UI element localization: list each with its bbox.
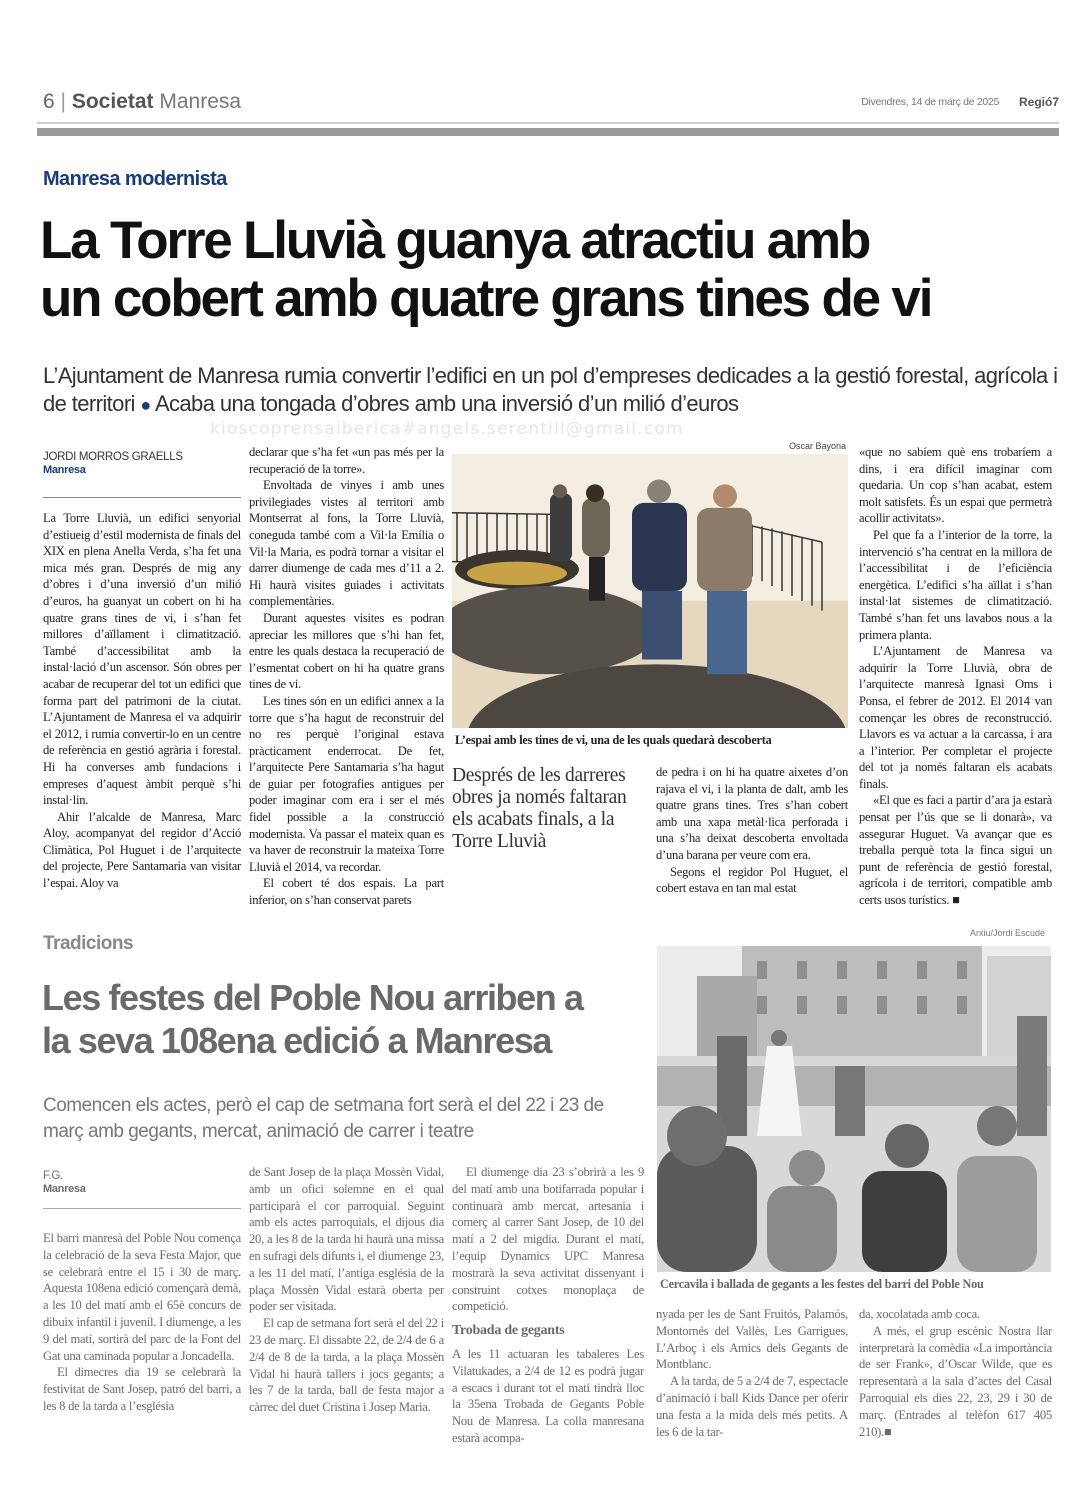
author-name: JORDI MORROS GRAELLS bbox=[43, 451, 183, 463]
photo1-caption: L’espai amb les tines de vi, una de les quals quedarà descoberta bbox=[455, 733, 772, 747]
paragraph: Les tines són en un edifici annex a la torre que s’ha hagut de reconstruir del no res perquè l’original estava pràcticament enderrocat. De fet, l’arquitecte Pere Santamaria s’ha hagut de guiar per fotografies antigues per poder imaginar com era i ser el més fidel possible a la construcció modernista. Va passar el mateix quan es va haver de reconstruir la mateixa Torre Lluvià el 2014, va recordar. bbox=[249, 693, 444, 874]
photo-giants-festival-illustration bbox=[657, 946, 1051, 1272]
paragraph: declarar que s’ha fet «un pas més per la recuperació de la torre». bbox=[249, 445, 444, 476]
paragraph: El cobert té dos espais. La part inferior, on s’han conservat parets bbox=[249, 876, 444, 908]
paragraph: nyada per les de Sant Fruitós, Palamós, Montornés del Vallès, Les Garrigues, L’Arboç i els Amics dels Gegants de Montblanc. bbox=[656, 1307, 848, 1372]
subsection-name: Manresa bbox=[159, 90, 242, 113]
article1-kicker: Manresa modernista bbox=[43, 168, 227, 190]
paragraph: «que no sabíem què ens trobaríem a dins, i era difícil imaginar com quedaria. Un cop s’han acabat, estem molt satisfets. És un espai que permetrà acollir activitats». bbox=[859, 445, 1052, 526]
article1-subhead-part1: L’Ajuntament de Manresa rumia convertir l’edifici en un pol d’empreses dedicades a la gestió forestal, agrícola i de territori bbox=[43, 363, 1058, 416]
paragraph: Segons el regidor Pol Huguet, el cobert estava en tan mal estat bbox=[656, 864, 848, 896]
article2-subhead: Comencen els actes, però el cap de setmana fort serà el del 22 i 23 de març amb gegants, mercat, animació de carrer i teatre bbox=[43, 1095, 604, 1142]
author-location: Manresa bbox=[43, 1183, 86, 1195]
paragraph: El barri manresà del Poble Nou comença la celebració de la seva Festa Major, que se celebrarà entre el 15 i 30 de març. Aquesta 108ena edició començarà demà, a les 10 del matí amb el 65è concurs de dibuix infantil i juvenil. I diumenge, a les 9 del matí, sortirà del parc de la Font del Gat una caminada popular a Joncadella. bbox=[43, 1231, 241, 1363]
page-header bbox=[43, 88, 1059, 118]
article2-headline-line1: Les festes del Poble Nou arriben a bbox=[42, 977, 583, 1018]
article2-headline bbox=[42, 976, 642, 1062]
paragraph: de pedra i on hi ha quatre aixetes d’on rajava el vi, i la planta de dalt, amb les quatre grans tines. Tres s’han cobert amb una xapa metàl·lica perforada i una s’ha deixat descoberta envoltada d’una barana per veure com era. bbox=[656, 765, 848, 862]
section-subhead: Trobada de gegants bbox=[452, 1323, 565, 1339]
paragraph: El cap de setmana fort serà el del 22 i 23 de març. El dissabte 22, de 2/4 de 6 a 2/4 de 8 de la tarda, a la plaça Mossèn Vidal hi haurà tallers i jocs gegants; a les 7 de la tarda, ball de festa major a càrrec del duet Cristina i Josep Maria. bbox=[249, 1316, 444, 1415]
article1-byline bbox=[43, 451, 241, 476]
paragraph: El diumenge dia 23 s’obrirà a les 9 del matí amb una botifarrada popular i continuarà amb mercat, artesania i comerç al carrer Sant Josep, de 10 del matí a 2 del migdia. Durant el matí, l’equip Dynamics UPC Manresa mostrarà la seva activitat dissenyant i construint cotxes monoplaça de competició. bbox=[452, 1165, 644, 1314]
page-number: 6 bbox=[43, 90, 55, 113]
article1-headline-line1: La Torre Lluvià guanya atractiu amb bbox=[40, 211, 870, 270]
paragraph: Envoltada de vinyes i amb unes privilegiades vistes al territori amb Montserrat al fons, la Torre Lluvià, coneguda també com a Vil·la Emília o Vil·la Maria, es podrà tornar a visitar el darrer diumenge de cada mes d’11 a 2. Hi haurà visites guiades i activitats complementàries. bbox=[249, 478, 444, 609]
article1-column-4 bbox=[859, 444, 1052, 909]
article2-kicker: Tradicions bbox=[43, 933, 134, 954]
article2-column-4 bbox=[656, 1306, 848, 1440]
header-rule-thick bbox=[37, 128, 1059, 136]
byline-rule bbox=[43, 497, 241, 498]
paragraph: A més, el grup escènic Nostra llar interpretarà la comèdia «La importància de ser Frank», d’Oscar Wilde, que es representarà a la sala d’actes del Casal Parroquial els dies 22, 23, 29 i 30 de març. (Entrades al telèfon 617 405 210).■ bbox=[859, 1323, 1052, 1439]
pull-quote: Després de les darreres obres ja només faltaran els acabats finals, a la Torre Lluvià bbox=[452, 765, 627, 852]
paragraph: de Sant Josep de la plaça Mossèn Vidal, amb un ofici solemne en el qual participarà el cor parroquial. Seguint amb els actes parroquials, el dijous dia 20, a les 8 de la tarda hi haurà una missa en sufragi dels difunts i, el diumenge 23, a les 11 del matí, l’antiga església de la plaça Mossèn Vidal estarà oberta per poder ser visitada. bbox=[249, 1165, 444, 1314]
photo-giants-festival bbox=[657, 946, 1051, 1272]
author-location: Manresa bbox=[43, 464, 86, 476]
article1-column-1 bbox=[43, 510, 241, 892]
byline-rule bbox=[43, 1208, 241, 1209]
paragraph: Durant aquestes visites es podran apreciar les millores que s’hi han fet, entre les quals destaca la recuperació de l’esmentat cobert on hi ha quatre grans tines de vi. bbox=[249, 610, 444, 692]
paragraph: La Torre Lluvià, un edifici senyorial d’estiueig d’estil modernista de finals del XIX en plena Anella Verda, s’ha fet una mica més gran. Després de mig any d’obres i d’una inversió d’un milió d’euros, ha guanyat un cobert on hi ha quatre grans tines de vi, i s’han fet millores d’aïllament i climatització. També d’accessibilitat amb la instal·lació d’un ascensor. Són obres per acabar de recuperar del tot un edifici que forma part del patrimoni de la ciutat. L’Ajuntament de Manresa el va adquirir el 2012, i rumia convertir-lo en un centre de referència en gestió agrària i forestal. Hi ha converses amb fundacions i empreses d’aquest àmbit perquè s’hi instal·lin. bbox=[43, 511, 241, 808]
paragraph: A la tarda, de 5 a 2/4 de 7, espectacle d’animació i ball Kids Dance per oferir una festa a la mida dels més petits. A les 6 de la tar- bbox=[656, 1374, 848, 1439]
bullet-icon: ● bbox=[140, 395, 151, 415]
article1-headline-line2: un cobert amb quatre grans tines de vi bbox=[40, 269, 932, 328]
newspaper-brand: Regió7 bbox=[1018, 95, 1059, 109]
article1-subhead bbox=[43, 362, 1063, 419]
article1-column-3 bbox=[656, 764, 848, 897]
article2-column-5 bbox=[859, 1306, 1052, 1440]
photo-wine-vats bbox=[452, 454, 848, 728]
watermark: kioscoprensaiberica#angels.serentill@gmail.com bbox=[210, 419, 684, 439]
photo1-credit: Oscar Bayona bbox=[789, 441, 847, 451]
paragraph: A les 11 actuaran les tabaleres Les Vilatukades, a 2/4 de 12 es podrà jugar a escacs i durant tot el matí tindrà lloc la 35ena Trobada de Gegants Poble Nou de Manresa. La colla manresana estarà acompa- bbox=[452, 1346, 644, 1445]
photo-wine-vats-illustration bbox=[452, 454, 848, 728]
photo2-credit: Arxiu/Jordi Escudé bbox=[970, 928, 1046, 938]
author-name: F.G. bbox=[43, 1170, 63, 1182]
section-name: Societat bbox=[71, 90, 154, 113]
issue-date: Divendres, 14 de març de 2025 bbox=[861, 96, 999, 108]
paragraph: «El que es faci a partir d’ara ja estarà pensat per l’ús que se li donarà», va assegurar Huguet. Va avançar que es treballa perquè tota la finca sigui un punt de referència de gestió forestal, agrícola i de territori, compatible amb certs usos turístics. ■ bbox=[859, 793, 1052, 908]
page-section-label bbox=[43, 90, 241, 114]
article2-column-3 bbox=[452, 1164, 644, 1447]
article2-column-2 bbox=[249, 1164, 444, 1416]
article1-subhead-part2: Acaba una tongada d’obres amb una inversió d’un milió d’euros bbox=[154, 391, 739, 416]
article2-headline-line2: la seva 108ena edició a Manresa bbox=[42, 1020, 551, 1061]
photo2-caption: Cercavila i ballada de gegants a les festes del barri del Poble Nou bbox=[660, 1277, 984, 1291]
article2-byline bbox=[43, 1170, 241, 1195]
header-rule-thin bbox=[37, 122, 1059, 124]
header-separator: | bbox=[60, 90, 72, 113]
paragraph: Ahir l’alcalde de Manresa, Marc Aloy, acompanyat del regidor d’Acció Climàtica, Pol Huguet i de l’arquitecte del projecte, Pere Santamaria van visitar l’espai. Aloy va bbox=[43, 809, 241, 891]
article1-headline bbox=[40, 212, 1070, 328]
article1-column-2 bbox=[249, 444, 444, 909]
paragraph: Pel que fa a l’interior de la torre, la intervenció s’ha centrat en la millora de l’accessibilitat i de l’eficiència energètica. L’edifici s’ha aïllat i s’han instal·lat sistemes de climatització. També s’han fet uns lavabos nous a la primera planta. bbox=[859, 527, 1052, 642]
paragraph: da, xocolatada amb coca. bbox=[859, 1307, 980, 1321]
paragraph: El dimecres dia 19 se celebrarà la festivitat de Sant Josep, patró del barri, a les 8 de la tarda a l’església bbox=[43, 1365, 241, 1413]
article2-column-1 bbox=[43, 1230, 241, 1415]
paragraph: L’Ajuntament de Manresa va adquirir la Torre Lluvià, obra de l’arquitecte manresà Ignasi Oms i Ponsa, el febrer de 2012. El 2014 van començar les obres de reconstrucció. Llavors es va actuar a la carcassa, i ara a l’interior. Per completar el projecte del tot ja només faltaran els acabats finals. bbox=[859, 644, 1052, 791]
